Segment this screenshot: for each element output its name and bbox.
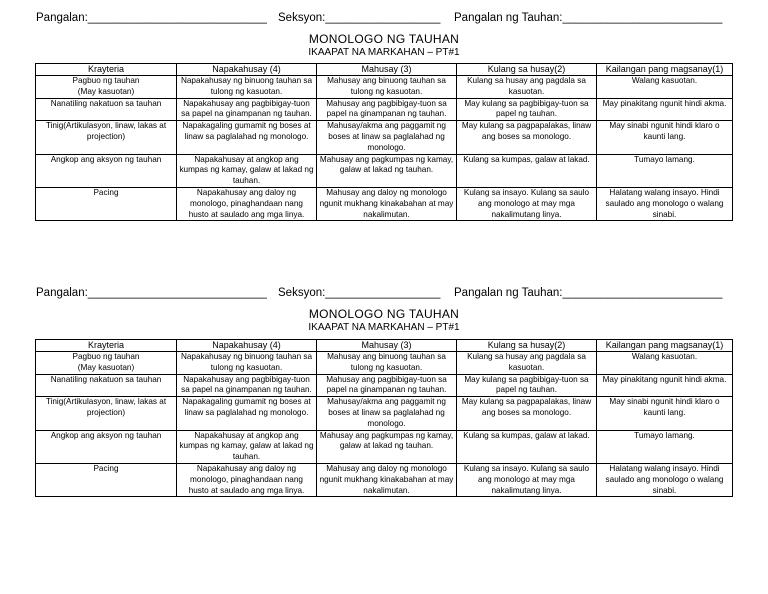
table-row (36, 76, 733, 99)
col-header-score-3: Mahusay (3) (317, 340, 457, 352)
score-3-cell: Mahusay ang pagbibigay-tuon sa papel na ginampanan ng tauhan. (317, 98, 457, 121)
score-3-cell: Mahusay/akma ang paggamit ng boses at linaw sa paglalahad ng monologo. (317, 397, 457, 430)
rubric-header-row (36, 64, 733, 76)
score-3-cell: Mahusay ang daloy ng monologo ngunit mukhang kinakabahan at may nakalimutan. (317, 463, 457, 496)
criteria-cell: Nanatiling nakatuon sa tauhan (36, 98, 177, 121)
table-row (36, 121, 733, 154)
sheet-title: MONOLOGO NG TAUHAN (308, 307, 460, 321)
criteria-cell: Angkop ang aksyon ng tauhan (36, 154, 177, 187)
criteria-cell (36, 352, 177, 375)
col-header-score-2: Kulang sa husay(2) (457, 64, 597, 76)
table-row (36, 430, 733, 463)
score-4-cell: Napakahusay ang pagbibigay-tuon sa papel na ginampanan ng tauhan. (177, 374, 317, 397)
sheet-subtitle: IKAAPAT NA MARKAHAN – PT#1 (308, 47, 460, 58)
score-1-cell: May sinabi ngunit hindi klaro o kaunti lang. (597, 121, 733, 154)
score-2-cell: Kulang sa kumpas, galaw at lakad. (457, 154, 597, 187)
score-1-cell: May sinabi ngunit hindi klaro o kaunti lang. (597, 397, 733, 430)
table-row (36, 397, 733, 430)
score-2-cell: May kulang sa pagpapalakas, linaw ang boses sa monologo. (457, 397, 597, 430)
score-3-cell: Mahusay ang binuong tauhan sa tulong ng kasuotan. (317, 352, 457, 375)
section-field[interactable]: Seksyon:__________________ (278, 287, 441, 299)
rubric-sheet-1 (0, 12, 768, 59)
score-3-cell: Mahusay ang pagkumpas ng kamay, galaw at lakad ng tauhan. (317, 430, 457, 463)
criteria-cell: Pacing (36, 463, 177, 496)
score-1-cell: Halatang walang insayo. Hindi saulado ang monologo o walang sinabi. (597, 463, 733, 496)
score-3-cell: Mahusay/akma ang paggamit ng boses at linaw sa paglalahad ng monologo. (317, 121, 457, 154)
score-4-cell: Napakagaling gumamit ng boses at linaw sa paglalahad ng monologo. (177, 397, 317, 430)
score-1-cell: Halatang walang insayo. Hindi saulado ang monologo o walang sinabi. (597, 187, 733, 220)
rubric-sheet-2 (0, 287, 768, 334)
score-4-cell: Napakahusay ng binuong tauhan sa tulong ng kasuotan. (177, 352, 317, 375)
score-1-cell: Tumayo lamang. (597, 430, 733, 463)
section-field[interactable]: Seksyon:__________________ (278, 12, 441, 24)
score-4-cell: Napakagaling gumamit ng boses at linaw sa paglalahad ng monologo. (177, 121, 317, 154)
col-header-criteria: Krayteria (36, 64, 177, 76)
score-3-cell: Mahusay ang pagbibigay-tuon sa papel na ginampanan ng tauhan. (317, 374, 457, 397)
score-3-cell: Mahusay ang binuong tauhan sa tulong ng kasuotan. (317, 76, 457, 99)
rubric-table (35, 339, 733, 497)
score-1-cell: Tumayo lamang. (597, 154, 733, 187)
criteria-line: Pagbuo ng tauhan (May kasuotan) (72, 352, 140, 372)
col-header-score-1: Kailangan pang magsanay(1) (597, 340, 733, 352)
score-2-cell: May kulang sa pagbibigay-tuon sa papel ng tauhan. (457, 98, 597, 121)
sheet-title: MONOLOGO NG TAUHAN (308, 32, 460, 46)
table-row (36, 463, 733, 496)
name-field[interactable]: Pangalan:____________________________ (36, 287, 267, 299)
table-row (36, 187, 733, 220)
criteria-cell: Pacing (36, 187, 177, 220)
col-header-score-3: Mahusay (3) (317, 64, 457, 76)
table-row (36, 352, 733, 375)
score-4-cell: Napakahusay at angkop ang kumpas ng kamay, galaw at lakad ng tauhan. (177, 430, 317, 463)
score-2-cell: Kulang sa insayo. Kulang sa saulo ang monologo at may mga nakalimutang linya. (457, 187, 597, 220)
rubric-table (35, 63, 733, 221)
col-header-criteria: Krayteria (36, 340, 177, 352)
table-row (36, 154, 733, 187)
score-2-cell: May kulang sa pagpapalakas, linaw ang boses sa monologo. (457, 121, 597, 154)
sheet-subtitle: IKAAPAT NA MARKAHAN – PT#1 (308, 322, 460, 333)
score-4-cell: Napakahusay ang daloy ng monologo, pinaghandaan nang husto at saulado ang mga linya. (177, 463, 317, 496)
criteria-cell (36, 76, 177, 99)
score-2-cell: Kulang sa husay ang pagdala sa kasuotan. (457, 76, 597, 99)
criteria-line: Pagbuo ng tauhan (May kasuotan) (72, 76, 140, 96)
col-header-score-1: Kailangan pang magsanay(1) (597, 64, 733, 76)
score-2-cell: Kulang sa kumpas, galaw at lakad. (457, 430, 597, 463)
col-header-score-2: Kulang sa husay(2) (457, 340, 597, 352)
score-2-cell: May kulang sa pagbibigay-tuon sa papel ng tauhan. (457, 374, 597, 397)
col-header-score-4: Napakahusay (4) (177, 64, 317, 76)
student-info-fields (0, 287, 768, 303)
score-3-cell: Mahusay ang daloy ng monologo ngunit mukhang kinakabahan at may nakalimutan. (317, 187, 457, 220)
col-header-score-4: Napakahusay (4) (177, 340, 317, 352)
score-1-cell: Walang kasuotan. (597, 76, 733, 99)
rubric-header-row (36, 340, 733, 352)
criteria-cell: Tinig(Artikulasyon, linaw, lakas at projection) (36, 397, 177, 430)
table-row (36, 98, 733, 121)
criteria-cell: Angkop ang aksyon ng tauhan (36, 430, 177, 463)
score-1-cell: May pinakitang ngunit hindi akma. (597, 98, 733, 121)
score-4-cell: Napakahusay at angkop ang kumpas ng kamay, galaw at lakad ng tauhan. (177, 154, 317, 187)
criteria-cell: Nanatiling nakatuon sa tauhan (36, 374, 177, 397)
score-1-cell: May pinakitang ngunit hindi akma. (597, 374, 733, 397)
score-4-cell: Napakahusay ang daloy ng monologo, pinaghandaan nang husto at saulado ang mga linya. (177, 187, 317, 220)
name-field[interactable]: Pangalan:____________________________ (36, 12, 267, 24)
student-info-fields (0, 12, 768, 28)
score-4-cell: Napakahusay ang pagbibigay-tuon sa papel na ginampanan ng tauhan. (177, 98, 317, 121)
character-name-field[interactable]: Pangalan ng Tauhan:_________________________ (454, 287, 723, 299)
criteria-cell: Tinig(Artikulasyon, linaw, lakas at projection) (36, 121, 177, 154)
score-1-cell: Walang kasuotan. (597, 352, 733, 375)
table-row (36, 374, 733, 397)
score-4-cell: Napakahusay ng binuong tauhan sa tulong ng kasuotan. (177, 76, 317, 99)
score-2-cell: Kulang sa insayo. Kulang sa saulo ang monologo at may mga nakalimutang linya. (457, 463, 597, 496)
character-name-field[interactable]: Pangalan ng Tauhan:_________________________ (454, 12, 723, 24)
score-3-cell: Mahusay ang pagkumpas ng kamay, galaw at lakad ng tauhan. (317, 154, 457, 187)
score-2-cell: Kulang sa husay ang pagdala sa kasuotan. (457, 352, 597, 375)
